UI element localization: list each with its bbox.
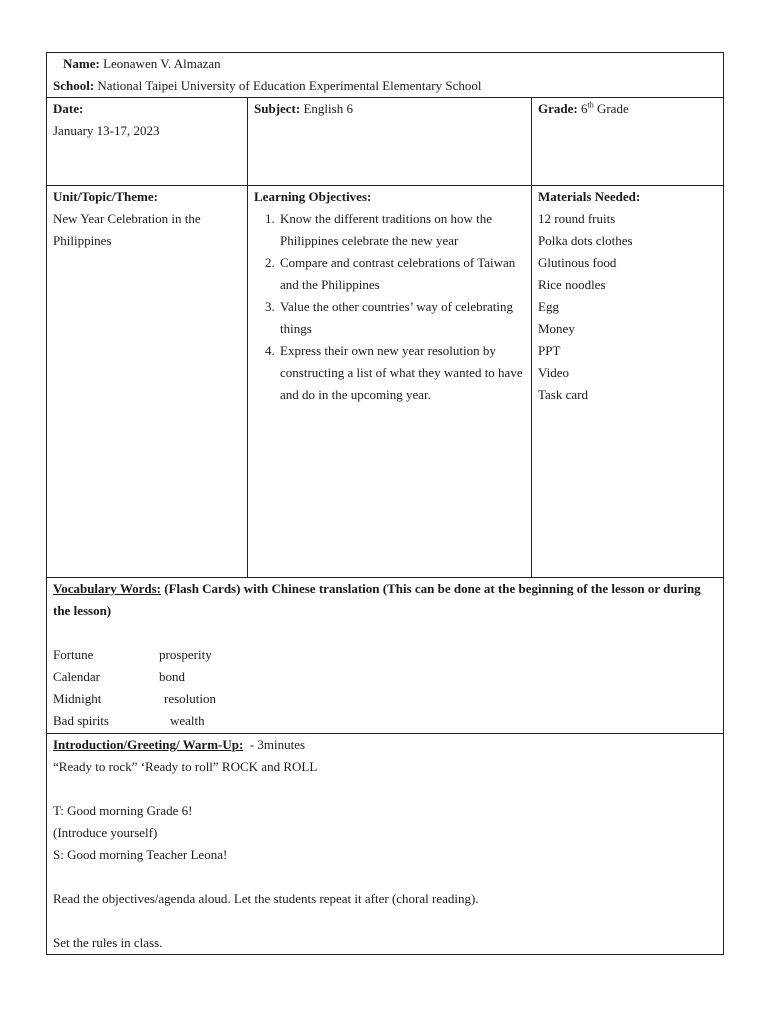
- grade-word: Grade: [596, 101, 629, 116]
- introduction-line: “Ready to rock” ‘Ready to roll” ROCK and ROLL: [53, 759, 318, 774]
- vocabulary-cell: [47, 578, 724, 734]
- school-label: School:: [53, 78, 95, 93]
- vocabulary-word: wealth: [170, 713, 205, 728]
- material-item: Video: [538, 365, 569, 380]
- introduction-line: Set the rules in class.: [53, 935, 163, 950]
- vocabulary-pair: [53, 688, 717, 710]
- subject-label: Subject:: [254, 101, 301, 116]
- material-item: Egg: [538, 299, 559, 314]
- objectives-label: Learning Objectives:: [254, 189, 372, 204]
- date-label: Date:: [53, 101, 84, 116]
- objectives-list: [254, 208, 525, 406]
- objective-item: 4. Express their own new year resolution by constructing a list of what they wanted to have and do in the upcoming year.: [278, 340, 525, 406]
- materials-label: Materials Needed:: [538, 189, 641, 204]
- vocabulary-label: Vocabulary Words:: [53, 581, 161, 596]
- material-item: Rice noodles: [538, 277, 606, 292]
- introduction-line: (Introduce yourself): [53, 825, 158, 840]
- introduction-line: S: Good morning Teacher Leona!: [53, 847, 228, 862]
- vocabulary-word: bond: [159, 669, 185, 684]
- objective-item: 2. Compare and contrast celebrations of Taiwan and the Philippines: [278, 252, 525, 296]
- introduction-duration: - 3minutes: [243, 737, 306, 752]
- introduction-label: Introduction/Greeting/ Warm-Up:: [53, 737, 244, 752]
- objective-item: 3. Value the other countries’ way of celebrating things: [278, 296, 525, 340]
- school-line: [53, 75, 717, 97]
- grade-label: Grade:: [538, 101, 578, 116]
- grade-number: 6: [580, 101, 588, 116]
- subject-cell: [248, 98, 532, 186]
- vocabulary-heading: [53, 578, 717, 622]
- material-item: PPT: [538, 343, 561, 358]
- material-item: Money: [538, 321, 575, 336]
- vocabulary-word: Bad spirits: [53, 713, 109, 728]
- introduction-row: [47, 734, 724, 955]
- vocabulary-word: Midnight: [53, 691, 102, 706]
- introduction-cell: [47, 734, 724, 955]
- introduction-line: T: Good morning Grade 6!: [53, 803, 193, 818]
- introduction-heading: [53, 734, 717, 756]
- date-subject-grade-row: [47, 98, 724, 186]
- material-item: Task card: [538, 387, 588, 402]
- unit-value: New Year Celebration in the Philippines: [53, 211, 201, 248]
- material-item: Glutinous food: [538, 255, 617, 270]
- unit-objectives-materials-row: [47, 186, 724, 578]
- name-label: Name:: [63, 56, 100, 71]
- vocabulary-word: resolution: [164, 691, 216, 706]
- name-line: [53, 53, 717, 75]
- material-item: 12 round fruits: [538, 211, 616, 226]
- date-value: January 13-17, 2023: [53, 123, 160, 138]
- vocabulary-pair: [53, 644, 717, 666]
- vocabulary-pair: [53, 710, 717, 732]
- vocabulary-note: (Flash Cards) with Chinese translation (This can be done at the beginning of the lesson or during the lesson): [53, 581, 701, 618]
- introduction-line: Read the objectives/agenda aloud. Let the students repeat it after (choral reading).: [53, 891, 479, 906]
- vocabulary-word: Calendar: [53, 669, 100, 684]
- name-value: Leonawen V. Almazan: [103, 56, 221, 71]
- header-row: [47, 53, 724, 98]
- objective-item: 1. Know the different traditions on how the Philippines celebrate the new year: [278, 208, 525, 252]
- unit-cell: [47, 186, 248, 578]
- unit-label: Unit/Topic/Theme:: [53, 189, 158, 204]
- grade-superscript: th: [587, 100, 594, 110]
- vocabulary-row: [47, 578, 724, 734]
- material-item: Polka dots clothes: [538, 233, 633, 248]
- grade-cell: [532, 98, 724, 186]
- vocabulary-word: prosperity: [159, 647, 212, 662]
- subject-value: English 6: [303, 101, 353, 116]
- header-cell: [47, 53, 724, 98]
- school-value: National Taipei University of Education Experimental Elementary School: [97, 78, 482, 93]
- date-cell: [47, 98, 248, 186]
- vocabulary-pair: [53, 666, 717, 688]
- lesson-plan-document: [46, 52, 723, 955]
- lesson-plan-table: [46, 52, 724, 955]
- materials-cell: [532, 186, 724, 578]
- objectives-cell: [248, 186, 532, 578]
- vocabulary-word: Fortune: [53, 647, 94, 662]
